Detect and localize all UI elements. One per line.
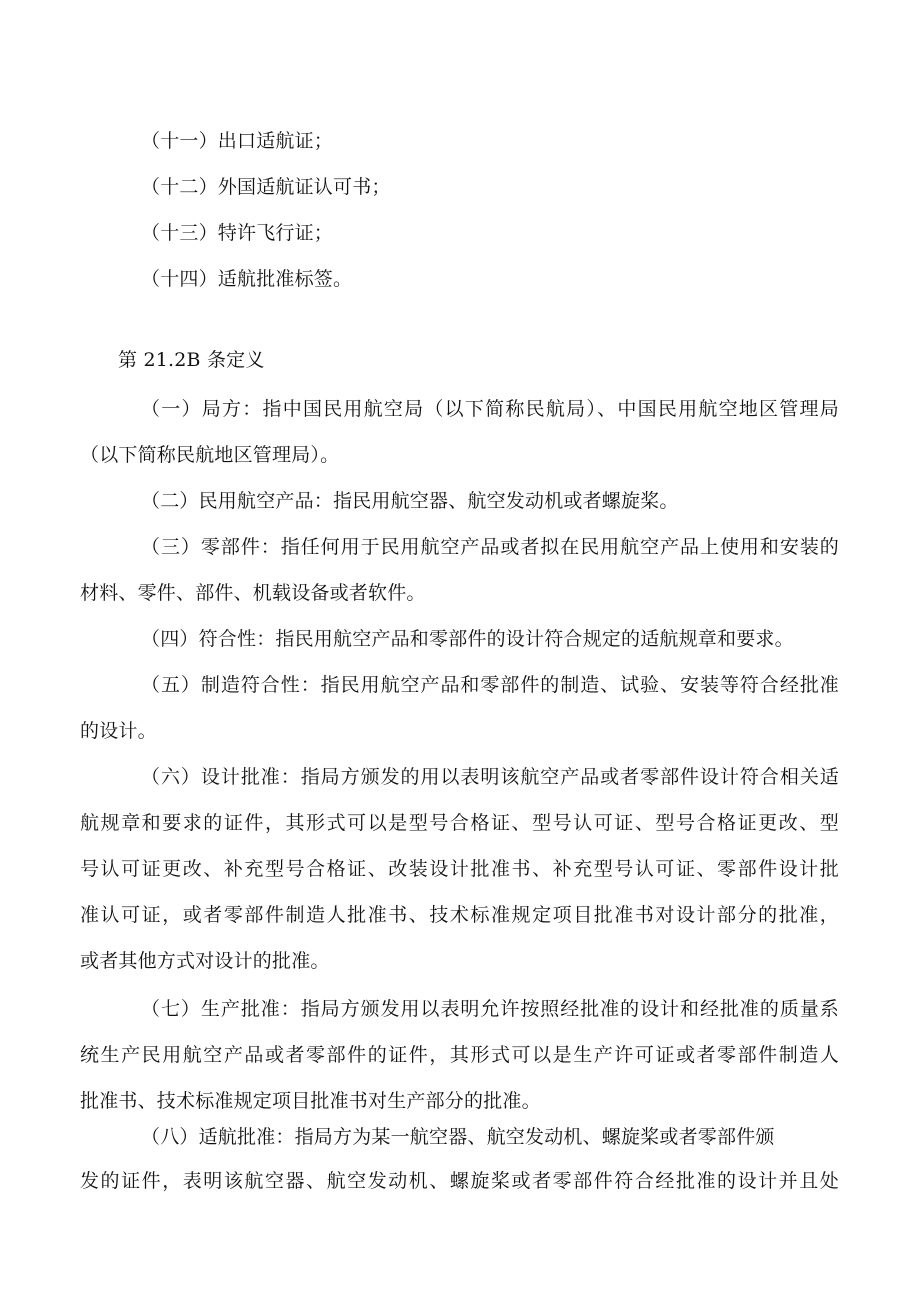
paragraph-line: （七）生产批准：指局方颁发用以表明允许按照经批准的设计和经批准的质量系 [141,998,839,1020]
paragraph-line: 发的证件，表明该航空器、航空发动机、螺旋桨或者零部件符合经批准的设计并且处 [80,1170,839,1192]
paragraph-line: （三）零部件：指任何用于民用航空产品或者拟在民用航空产品上使用和安装的 [141,536,839,558]
paragraph-line: （以下简称民航地区管理局）。 [80,444,340,466]
list-item: （十三）特许飞行证； [141,222,334,244]
paragraph-line: 或者其他方式对设计的批准。 [80,950,330,972]
paragraph-line: 号认可证更改、补充型号合格证、改装设计批准书、补充型号认可证、零部件设计批 [80,858,839,880]
paragraph-line: （四）符合性：指民用航空产品和零部件的设计符合规定的适航规章和要求。 [141,628,794,650]
paragraph-line: （五）制造符合性：指民用航空产品和零部件的制造、试验、安装等符合经批准 [141,674,839,696]
paragraph-line: 准认可证，或者零部件制造人批准书、技术标准规定项目批准书对设计部分的批准， [80,904,839,926]
section-title: 第 21.2B 条定义 [118,349,265,371]
paragraph-line: （八）适航批准：指局方为某一航空器、航空发动机、螺旋桨或者零部件颁 [141,1126,775,1148]
list-item: （十四）适航批准标签。 [141,268,353,290]
paragraph-line: 统生产民用航空产品或者零部件的证件，其形式可以是生产许可证或者零部件制造人 [80,1044,839,1066]
list-item: （十一）出口适航证； [141,130,334,152]
paragraph-line: 材料、零件、部件、机载设备或者软件。 [80,582,426,604]
paragraph-line: 航规章和要求的证件，其形式可以是型号合格证、型号认可证、型号合格证更改、型 [80,812,839,834]
paragraph-line: 批准书、技术标准规定项目批准书对生产部分的批准。 [80,1090,541,1112]
paragraph-line: （一）局方：指中国民用航空局（以下简称民航局）、中国民用航空地区管理局 [141,398,839,420]
paragraph-line: （六）设计批准：指局方颁发的用以表明该航空产品或者零部件设计符合相关适 [141,766,839,788]
list-item: （十二）外国适航证认可书； [141,176,391,198]
paragraph-line: 的设计。 [80,720,157,742]
paragraph-line: （二）民用航空产品：指民用航空器、航空发动机或者螺旋桨。 [141,490,679,512]
